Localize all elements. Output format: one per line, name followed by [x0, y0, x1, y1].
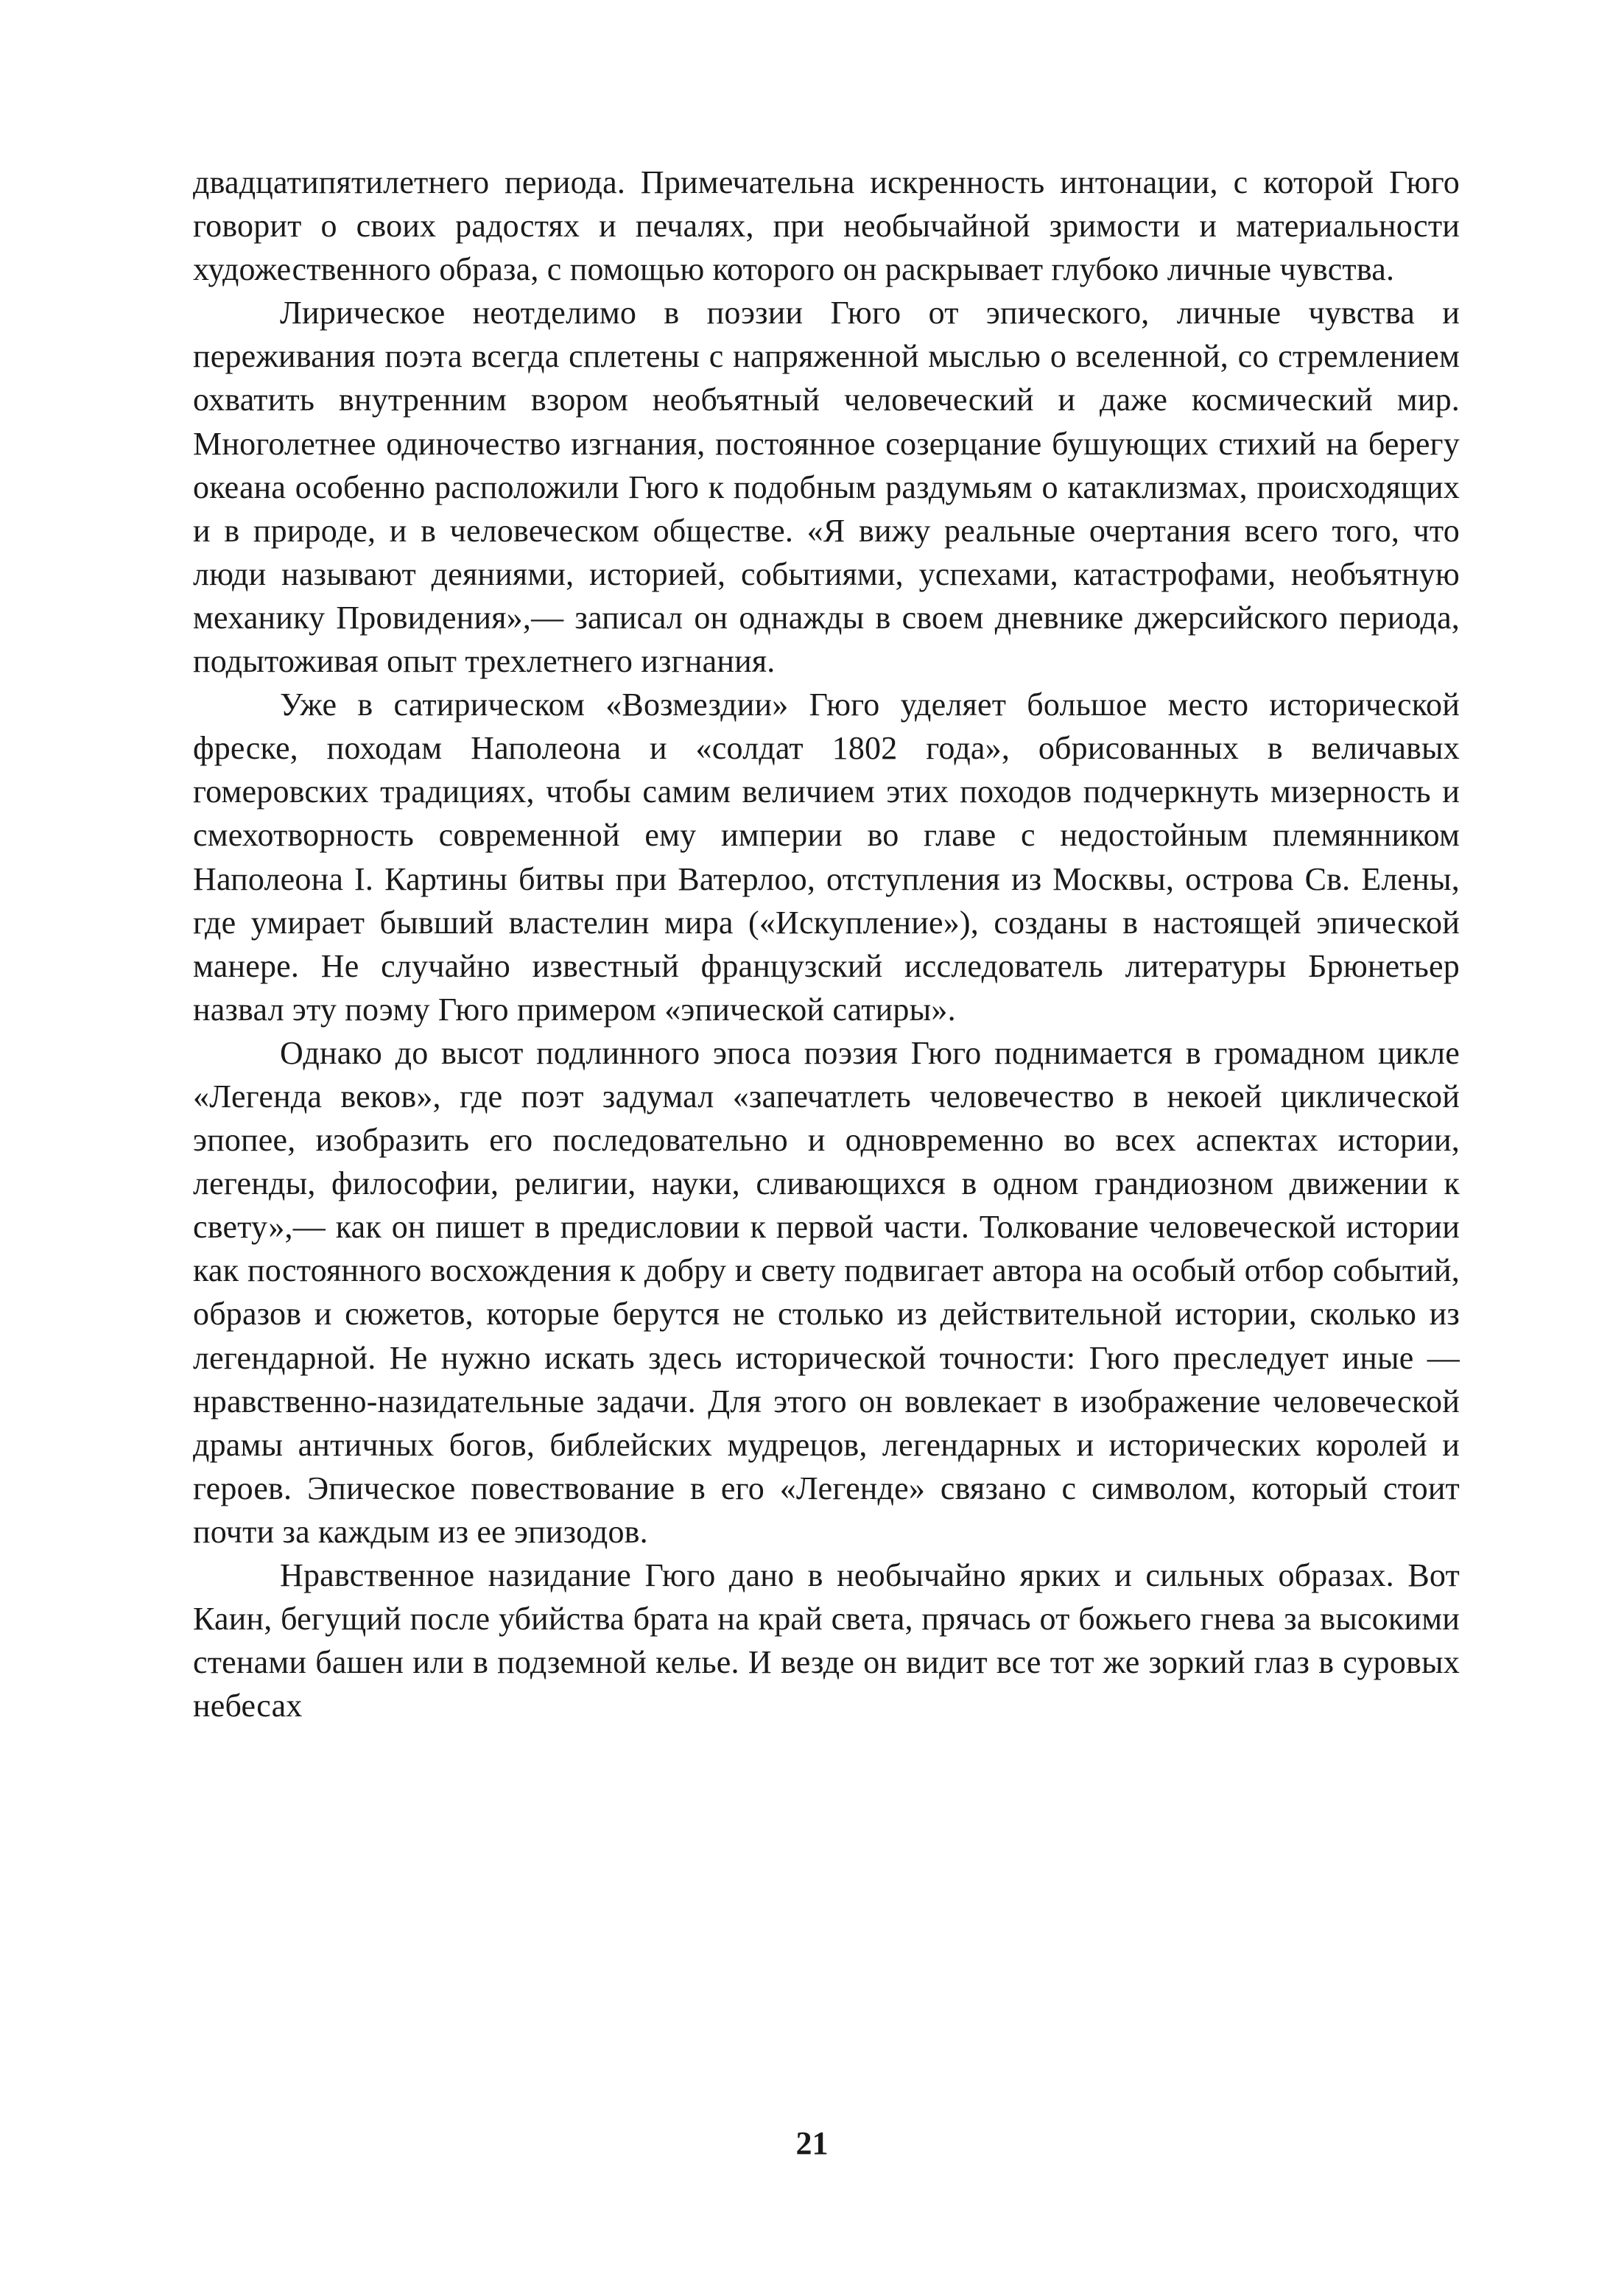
paragraph-4: Однако до высот подлинного эпоса поэзия Гюго поднимается в громадном цикле «Легенда веков», где поэт задумал «запечатлеть человечество в некоей циклической эпопее, изобразить его последовательно и одновременно во всех аспектах истории, легенды, философии, религии, науки, сливающихся в одном грандиозном движении к свету»,— как он пишет в предисловии к первой части. Толкование человеческой истории как постоянного восхождения к добру и свету подвигает автора на особый отбор событий, образов и сюжетов, которые берутся не столько из действительной истории, сколько из легендарной. Не нужно искать здесь исторической точности: Гюго преследует иные — нравственно-назидательные задачи. Для этого он вовлекает в изображение человеческой драмы античных богов, библейских мудрецов, легендарных и исторических королей и героев. Эпическое повествование в его «Легенде» связано с символом, который стоит почти за каждым из ее эпизодов. [193, 1034, 1460, 1550]
paragraph-1: двадцатипятилетнего периода. Примечательна искренность интонации, с которой Гюго говорит о своих радостях и печалях, при необычайной зримости и материальности художественного образа, с помощью которого он раскрывает глубоко личные чувства. [193, 164, 1460, 288]
page-number: 21 [795, 2125, 829, 2161]
paragraph-5: Нравственное назидание Гюго дано в необычайно ярких и сильных образах. Вот Каин, бегущий после убийства брата на край света, прячась от божьего гнева за высокими стенами башен или в подземной келье. И везде он видит все тот же зоркий глаз в суровых небесах [193, 1557, 1460, 1724]
body-text [193, 161, 1460, 1727]
paragraph-2: Лирическое неотделимо в поэзии Гюго от эпического, личные чувства и переживания поэта всегда сплетены с напряженной мыслью о вселенной, со стремлением охватить внутренним взором необъятный человеческий и даже космический мир. Многолетнее одиночество изгнания, постоянное созерцание бушующих стихий на берегу океана особенно расположили Гюго к подобным раздумьям о катаклизмах, происходящих и в природе, и в человеческом обществе. «Я вижу реальные очертания всего того, что люди называют деяниями, историей, событиями, успехами, катастрофами, необъятную механику Провидения»,— записал он однажды в своем дневнике джерсийского периода, подытоживая опыт трехлетнего изгнания. [193, 295, 1460, 680]
paragraph-3: Уже в сатирическом «Возмездии» Гюго уделяет большое место исторической фреске, походам Наполеона и «солдат 1802 года», обрисованных в величавых гомеровских традициях, чтобы самим величием этих походов подчеркнуть мизерность и смехотворность современной ему империи во главе с недостойным племянником Наполеона I. Картины битвы при Ватерлоо, отступления из Москвы, острова Св. Елены, где умирает бывший властелин мира («Искупление»), созданы в настоящей эпической манере. Не случайно известный французский исследователь литературы Брюнетьер назвал эту поэму Гюго примером «эпической сатиры». [193, 687, 1460, 1028]
